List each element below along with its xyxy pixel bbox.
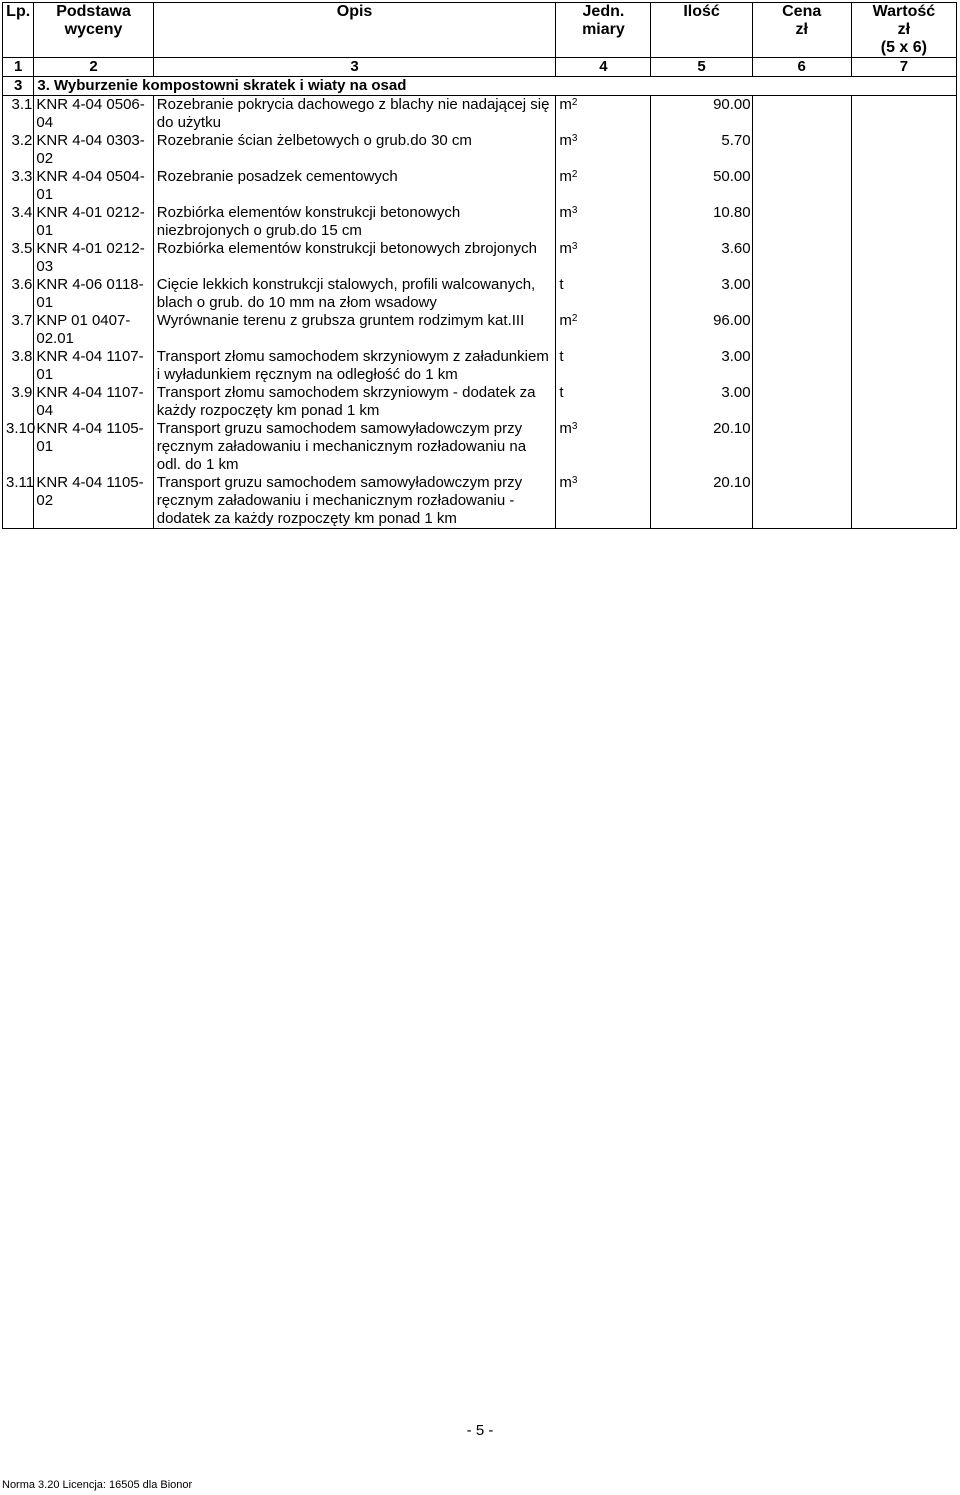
table-row (3, 312, 957, 348)
item-price (752, 348, 851, 384)
item-basis-line1: KNR 4-04 0303- (36, 132, 145, 149)
item-unit (556, 312, 651, 348)
license-footer: Norma 3.20 Licencja: 16505 dla Bionor (2, 1479, 193, 1491)
section-row (3, 77, 957, 96)
item-price (752, 384, 851, 420)
item-description: Cięcie lekkich konstrukcji stalowych, profili walcowanych, blach o grub. do 10 mm na złom wsadowy (153, 276, 556, 312)
item-unit-base: m (559, 96, 572, 113)
item-basis-line2: 04 (36, 114, 54, 131)
header-cena-line1: Cena (782, 3, 822, 20)
item-basis-line1: KNR 4-04 1107- (36, 348, 144, 365)
item-value (851, 348, 956, 384)
item-price (752, 168, 851, 204)
item-basis-line2: 02.01 (36, 330, 74, 347)
item-description: Rozbiórka elementów konstrukcji betonowych niezbrojonych o grub.do 15 cm (153, 204, 556, 240)
item-basis (34, 276, 153, 312)
item-unit (556, 474, 651, 529)
item-unit (556, 168, 651, 204)
table-row (3, 204, 957, 240)
item-description: Transport gruzu samochodem samowyładowczym przy ręcznym załadowaniu i mechanicznym rozładowaniu - dodatek za każdy rozpoczęty km ponad 1 km (153, 474, 556, 529)
item-price (752, 132, 851, 168)
item-unit-sup: 2 (571, 313, 578, 324)
header-wartosc-line3: (5 x 6) (880, 39, 927, 56)
item-lp: 3.4 (3, 204, 34, 240)
item-lp: 3.10 (3, 420, 34, 474)
item-value (851, 96, 956, 133)
item-basis (34, 240, 153, 276)
item-value (851, 240, 956, 276)
header-podstawa: Podstawa wyceny (34, 3, 153, 58)
item-value (851, 168, 956, 204)
column-number-row (3, 58, 957, 77)
item-unit-sup: 2 (571, 97, 578, 108)
item-description: Rozebranie ścian żelbetowych o grub.do 30 cm (153, 132, 556, 168)
item-unit (556, 384, 651, 420)
item-basis (34, 96, 153, 133)
item-value (851, 204, 956, 240)
table-row (3, 474, 957, 529)
item-description: Transport złomu samochodem skrzyniowym z załadunkiem i wyładunkiem ręcznym na odległość do 1 km (153, 348, 556, 384)
item-basis-line1: KNR 4-04 0506- (36, 96, 145, 113)
column-number: 6 (752, 58, 851, 77)
item-unit-base: m (559, 168, 572, 185)
header-ilosc: Ilość (651, 3, 752, 58)
column-number: 2 (34, 58, 153, 77)
item-price (752, 276, 851, 312)
item-unit-base: m (559, 240, 572, 257)
section-lp: 3 (3, 77, 34, 96)
item-value (851, 474, 956, 529)
item-quantity: 3.60 (651, 240, 752, 276)
item-unit-base: m (559, 204, 572, 221)
item-price (752, 96, 851, 133)
item-basis-line2: 03 (36, 258, 54, 275)
item-value (851, 132, 956, 168)
item-basis (34, 474, 153, 529)
item-unit (556, 276, 651, 312)
item-lp: 3.8 (3, 348, 34, 384)
header-cena-line2: zł (795, 21, 808, 38)
item-lp: 3.9 (3, 384, 34, 420)
item-unit-sup: 3 (571, 241, 578, 252)
item-quantity: 20.10 (651, 420, 752, 474)
header-lp: Lp. (3, 3, 34, 58)
item-basis-line1: KNR 4-04 1105- (36, 474, 144, 491)
item-description: Transport złomu samochodem skrzyniowym - dodatek za każdy rozpoczęty km ponad 1 km (153, 384, 556, 420)
item-basis-line2: 01 (36, 222, 54, 239)
item-price (752, 204, 851, 240)
item-price (752, 312, 851, 348)
item-quantity: 3.00 (651, 348, 752, 384)
item-unit (556, 96, 651, 133)
column-number: 1 (3, 58, 34, 77)
item-basis-line2: 02 (36, 492, 54, 509)
item-unit (556, 240, 651, 276)
header-row (3, 3, 957, 58)
item-quantity: 20.10 (651, 474, 752, 529)
item-unit (556, 420, 651, 474)
item-lp: 3.7 (3, 312, 34, 348)
item-basis-line1: KNR 4-04 1105- (36, 420, 144, 437)
item-description: Wyrównanie terenu z grubsza gruntem rodzimym kat.III (153, 312, 556, 348)
column-number: 5 (651, 58, 752, 77)
item-description: Rozebranie pokrycia dachowego z blachy nie nadającej się do użytku (153, 96, 556, 133)
item-unit (556, 348, 651, 384)
item-unit-base: t (559, 384, 564, 401)
item-unit-sup: 3 (571, 421, 578, 432)
item-unit-base: m (559, 132, 572, 149)
table-row (3, 384, 957, 420)
item-description: Transport gruzu samochodem samowyładowczym przy ręcznym załadowaniu i mechanicznym rozładowaniu na odl. do 1 km (153, 420, 556, 474)
item-unit-base: m (559, 474, 572, 491)
item-basis (34, 348, 153, 384)
item-unit-base: m (559, 312, 572, 329)
item-lp: 3.1 (3, 96, 34, 133)
item-description: Rozbiórka elementów konstrukcji betonowych zbrojonych (153, 240, 556, 276)
item-value (851, 420, 956, 474)
header-wartosc-line1: Wartość (872, 3, 936, 20)
item-unit-sup: 3 (571, 205, 578, 216)
item-value (851, 384, 956, 420)
item-unit-base: t (559, 348, 564, 365)
page-number: - 5 - (466, 1422, 494, 1439)
item-quantity: 90.00 (651, 96, 752, 133)
item-quantity: 3.00 (651, 276, 752, 312)
item-basis (34, 132, 153, 168)
item-basis-line1: KNP 01 0407- (36, 312, 131, 329)
cost-estimate-table (2, 2, 957, 529)
item-unit-sup: 3 (571, 133, 578, 144)
item-basis-line2: 04 (36, 402, 54, 419)
table-row (3, 168, 957, 204)
header-jedn: Jedn. miary (556, 3, 651, 58)
item-unit-base: t (559, 276, 564, 293)
item-unit-sup: 3 (571, 475, 578, 486)
item-quantity: 5.70 (651, 132, 752, 168)
item-basis (34, 420, 153, 474)
item-basis-line2: 01 (36, 438, 54, 455)
table-row (3, 348, 957, 384)
item-basis-line1: KNR 4-04 1107- (36, 384, 144, 401)
item-unit-sup: 2 (571, 169, 578, 180)
item-basis-line1: KNR 4-06 0118- (36, 276, 144, 293)
item-basis-line1: KNR 4-01 0212- (36, 240, 145, 257)
item-basis (34, 168, 153, 204)
item-unit (556, 204, 651, 240)
item-quantity: 3.00 (651, 384, 752, 420)
item-quantity: 50.00 (651, 168, 752, 204)
table-row (3, 96, 957, 133)
item-basis (34, 384, 153, 420)
column-number: 3 (153, 58, 556, 77)
item-description: Rozebranie posadzek cementowych (153, 168, 556, 204)
item-quantity: 10.80 (651, 204, 752, 240)
column-number: 7 (851, 58, 956, 77)
table-row (3, 132, 957, 168)
header-wartosc (851, 3, 956, 58)
table-row (3, 420, 957, 474)
column-number: 4 (556, 58, 651, 77)
item-basis (34, 204, 153, 240)
item-lp: 3.3 (3, 168, 34, 204)
item-value (851, 276, 956, 312)
item-lp: 3.2 (3, 132, 34, 168)
item-value (851, 312, 956, 348)
item-lp: 3.11 (3, 474, 34, 529)
item-unit-base: m (559, 420, 572, 437)
item-unit (556, 132, 651, 168)
item-basis-line2: 01 (36, 366, 54, 383)
header-opis: Opis (153, 3, 556, 58)
item-lp: 3.5 (3, 240, 34, 276)
item-basis-line2: 01 (36, 294, 54, 311)
item-basis-line1: KNR 4-01 0212- (36, 204, 145, 221)
item-lp: 3.6 (3, 276, 34, 312)
section-title: 3. Wyburzenie kompostowni skratek i wiaty na osad (34, 77, 957, 96)
item-basis-line2: 01 (36, 186, 54, 203)
table-row (3, 276, 957, 312)
header-cena (752, 3, 851, 58)
item-price (752, 240, 851, 276)
header-wartosc-line2: zł (897, 21, 911, 38)
item-price (752, 420, 851, 474)
item-basis-line1: KNR 4-04 0504- (36, 168, 145, 185)
table-row (3, 240, 957, 276)
item-price (752, 474, 851, 529)
item-basis (34, 312, 153, 348)
item-quantity: 96.00 (651, 312, 752, 348)
item-basis-line2: 02 (36, 150, 54, 167)
